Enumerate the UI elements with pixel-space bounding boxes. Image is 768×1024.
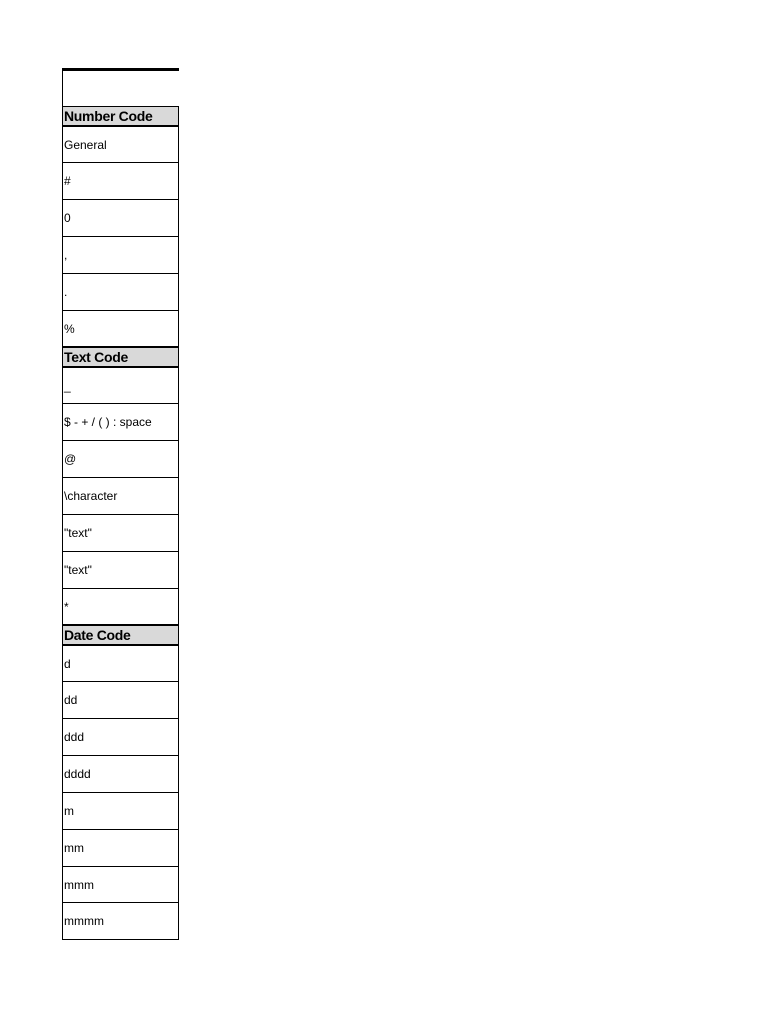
- cell-mm[interactable]: mm: [62, 830, 179, 867]
- cell-mmm[interactable]: mmm: [62, 867, 179, 903]
- cell-zero[interactable]: 0: [62, 200, 179, 237]
- section-header-number-code[interactable]: Number Code: [62, 106, 179, 127]
- section-header-date-code[interactable]: Date Code: [62, 625, 179, 646]
- cell-literal-characters[interactable]: $ - + / ( ) : space: [62, 404, 179, 441]
- cell-period[interactable]: .: [62, 274, 179, 311]
- cell-asterisk[interactable]: *: [62, 589, 179, 625]
- cell-quoted-text-2[interactable]: "text": [62, 552, 179, 589]
- cell-comma[interactable]: ,: [62, 237, 179, 274]
- cell-quoted-text-1[interactable]: "text": [62, 515, 179, 552]
- cell-ddd[interactable]: ddd: [62, 719, 179, 756]
- section-header-text-code[interactable]: Text Code: [62, 347, 179, 368]
- date-code-rows: [62, 646, 179, 940]
- cell-percent[interactable]: %: [62, 311, 179, 347]
- cell-dd[interactable]: dd: [62, 682, 179, 719]
- text-code-rows: [62, 368, 179, 625]
- cell-underscore[interactable]: _: [62, 368, 179, 404]
- cell-d[interactable]: d: [62, 646, 179, 682]
- empty-top-cell[interactable]: [62, 68, 179, 106]
- cell-dddd[interactable]: dddd: [62, 756, 179, 793]
- cell-m[interactable]: m: [62, 793, 179, 830]
- cell-general[interactable]: General: [62, 127, 179, 163]
- number-code-rows: [62, 127, 179, 347]
- cell-backslash-character[interactable]: \character: [62, 478, 179, 515]
- cell-at-sign[interactable]: @: [62, 441, 179, 478]
- spreadsheet-column: [62, 68, 179, 940]
- cell-mmmm[interactable]: mmmm: [62, 903, 179, 940]
- cell-hash[interactable]: #: [62, 163, 179, 200]
